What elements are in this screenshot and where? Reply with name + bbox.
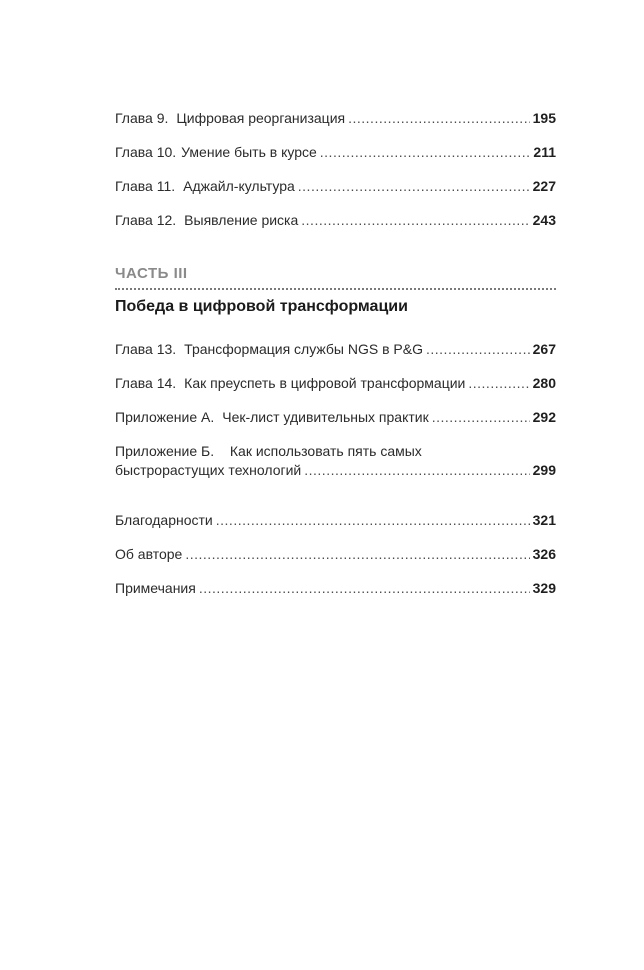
toc-entry-title: Выявление риска [184,212,299,228]
toc-entry-title: Трансформация службы NGS в P&G [184,341,423,357]
toc-entry-title: Умение быть в курсе [181,144,317,160]
toc-entry-label: Глава 13. [115,341,177,357]
toc-entry-chapter-11[interactable] [115,177,556,195]
toc-entry-title: Как преуспеть в цифровой трансформации [184,375,466,391]
leader-dots [348,109,530,127]
leader-dots [216,511,530,529]
toc-entry-page: 292 [532,409,556,425]
toc-entry-title: Цифровая реорганизация [176,110,346,126]
toc-entry-page: 195 [532,110,556,126]
part-label: ЧАСТЬ III [115,265,188,282]
toc-entry-appendix-a[interactable] [115,408,556,426]
toc-entry-page: 267 [532,341,556,357]
toc-entry-chapter-12[interactable] [115,211,556,229]
toc-entry-label: Глава 11. [115,178,176,194]
toc-entry-page: 329 [532,580,556,596]
toc-entry-label: Приложение А. [115,409,215,425]
leader-dots [301,211,529,229]
toc-entry-label: Глава 9. [115,110,169,126]
toc-entry-title: Аджайл-культура [183,178,295,194]
toc-entry-page: 321 [532,512,556,528]
toc-entry-title: Благодарности [115,512,213,528]
toc-entry-page: 299 [532,462,556,478]
leader-dots [468,374,529,392]
toc-entry-page: 243 [532,212,556,228]
toc-entry-title-line1: Как использовать пять самых [229,443,422,459]
toc-entry-title: Чек-лист удивительных практик [222,409,429,425]
leader-dots [426,340,530,358]
toc-entry-chapter-10[interactable] [115,143,556,161]
toc-entry-label: Приложение Б. [115,443,215,459]
toc-entry-acknowledgements[interactable] [115,511,556,529]
toc-entry-about-author[interactable] [115,545,556,563]
toc-entry-label: Глава 14. [115,375,177,391]
toc-entry-page: 280 [532,375,556,391]
leader-dots [185,545,529,563]
toc-entry-chapter-9[interactable] [115,109,556,127]
toc-entry-label: Глава 10. [115,144,177,160]
part-title: Победа в цифровой трансформации [115,298,408,315]
toc-entry-title: Об авторе [115,546,183,562]
leader-dots [298,177,530,195]
toc-entry-label: Глава 12. [115,212,177,228]
leader-dots [320,143,531,161]
toc-entry-page: 211 [533,144,556,160]
leader-dots [199,579,530,597]
toc-entry-chapter-13[interactable] [115,340,556,358]
toc-entry-appendix-b[interactable] [115,442,556,480]
toc-entry-page: 227 [532,178,556,194]
toc-entry-title: Примечания [115,580,196,596]
leader-dots [304,461,529,480]
toc-entry-title-line2: быстрорастущих технологий [115,462,302,478]
toc-entry-notes[interactable] [115,579,556,597]
leader-dots [432,408,530,426]
toc-entry-chapter-14[interactable] [115,374,556,392]
toc-entry-page: 326 [532,546,556,562]
part-divider [115,288,556,290]
